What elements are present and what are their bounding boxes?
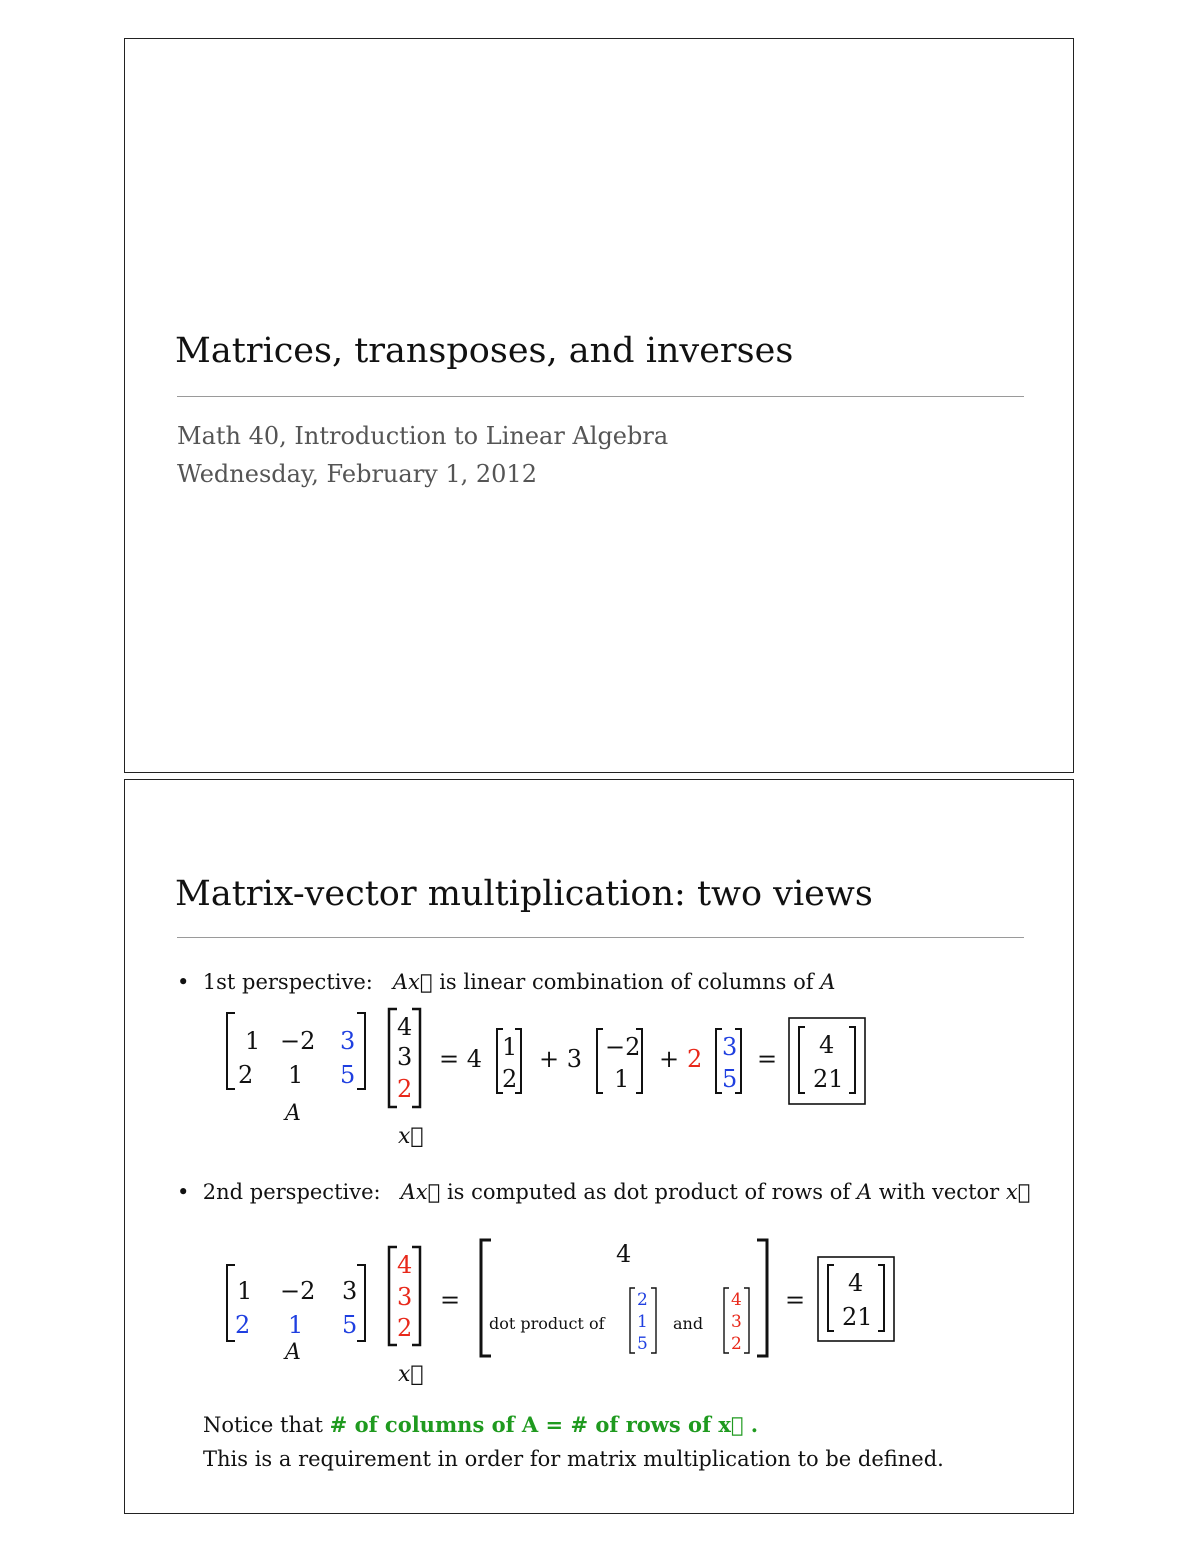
equals: =	[440, 1286, 461, 1314]
notice-highlight: # of columns of A = # of rows of x⃗ .	[329, 1412, 759, 1437]
a-22: 1	[288, 1061, 304, 1089]
col1-1: 1	[502, 1033, 518, 1061]
coef-1: = 4	[439, 1045, 483, 1073]
a-12: −2	[280, 1027, 316, 1055]
bullet-vec: x⃗	[1005, 1180, 1031, 1204]
bullet-label: 2nd perspective:	[202, 1180, 381, 1204]
col1-2: 2	[502, 1065, 518, 1093]
and-label: and	[673, 1314, 704, 1333]
label-a: A	[285, 1340, 301, 1365]
bullet-label: 1st perspective:	[202, 970, 373, 994]
a-22: 1	[288, 1311, 304, 1339]
a-11: 1	[237, 1277, 253, 1305]
col2-1: −2	[605, 1033, 641, 1061]
bullet-text-a: is computed as dot product of rows of	[446, 1180, 851, 1204]
row2-3: 5	[637, 1334, 648, 1354]
slide-title: Matrix-vector multiplication: two views	[175, 874, 873, 914]
bullet-text-b: with vector	[878, 1180, 1000, 1204]
equation-row-view	[125, 1235, 1075, 1385]
bullet-var: A	[820, 970, 836, 994]
plus-3: +	[659, 1045, 680, 1073]
col3-1: 3	[722, 1033, 738, 1061]
title-rule	[177, 396, 1024, 397]
bullet-dot: •	[177, 1180, 190, 1204]
bullet-var: A	[856, 1180, 872, 1204]
title-rule	[177, 937, 1024, 938]
col2-2: 1	[614, 1065, 630, 1093]
notice-line-1	[203, 1412, 758, 1437]
a-11: 1	[245, 1027, 261, 1055]
result-2: 21	[842, 1303, 873, 1331]
xvec-3: 2	[731, 1334, 742, 1354]
xvec-2: 3	[731, 1312, 742, 1332]
xvec-1: 4	[731, 1290, 742, 1310]
x-2: 3	[397, 1283, 413, 1311]
bullet-dot: •	[177, 970, 190, 994]
row2-2: 1	[637, 1312, 648, 1332]
matrix-a-left-bracket	[227, 1013, 235, 1089]
a-13: 3	[340, 1027, 356, 1055]
row2-1: 2	[637, 1290, 648, 1310]
label-x: x⃗	[398, 1124, 424, 1149]
matrix-a-right-bracket	[357, 1013, 365, 1089]
bullet-1	[177, 970, 835, 994]
equals: =	[757, 1045, 778, 1073]
coef-3: 2	[687, 1045, 703, 1073]
course-name: Math 40, Introduction to Linear Algebra	[177, 422, 669, 450]
top-entry: 4	[616, 1240, 632, 1268]
coef-2: + 3	[539, 1045, 583, 1073]
bullet-expr: Ax⃗	[400, 1180, 441, 1204]
label-x: x⃗	[398, 1362, 424, 1385]
x-3: 2	[397, 1314, 413, 1342]
a-21: 2	[238, 1061, 254, 1089]
a-21: 2	[235, 1311, 251, 1339]
slide-title: Matrices, transposes, and inverses	[175, 331, 794, 371]
x-1: 4	[397, 1251, 413, 1279]
label-a: A	[285, 1101, 301, 1126]
title-slide	[124, 38, 1074, 773]
x-1: 4	[397, 1013, 413, 1041]
dot-label: dot product of	[489, 1314, 605, 1333]
bullet-expr: Ax⃗	[392, 970, 433, 994]
x-2: 3	[397, 1043, 413, 1071]
a-23: 5	[342, 1311, 358, 1339]
equals-2: =	[785, 1286, 806, 1314]
bullet-text: is linear combination of columns of	[439, 970, 814, 994]
a-13: 3	[342, 1277, 358, 1305]
lecture-date: Wednesday, February 1, 2012	[177, 460, 537, 488]
a-12: −2	[280, 1277, 316, 1305]
notice-line-2: This is a requirement in order for matrix multiplication to be defined.	[203, 1447, 944, 1471]
x-3: 2	[397, 1075, 413, 1103]
a-23: 5	[340, 1061, 356, 1089]
bullet-2	[177, 1180, 1030, 1204]
col3-2: 5	[722, 1065, 738, 1093]
notice-prefix: Notice that	[203, 1413, 323, 1437]
result-2: 21	[813, 1065, 844, 1093]
content-slide	[124, 779, 1074, 1514]
result-1: 4	[848, 1269, 864, 1297]
equation-column-view	[125, 1005, 1075, 1155]
result-1: 4	[819, 1031, 835, 1059]
